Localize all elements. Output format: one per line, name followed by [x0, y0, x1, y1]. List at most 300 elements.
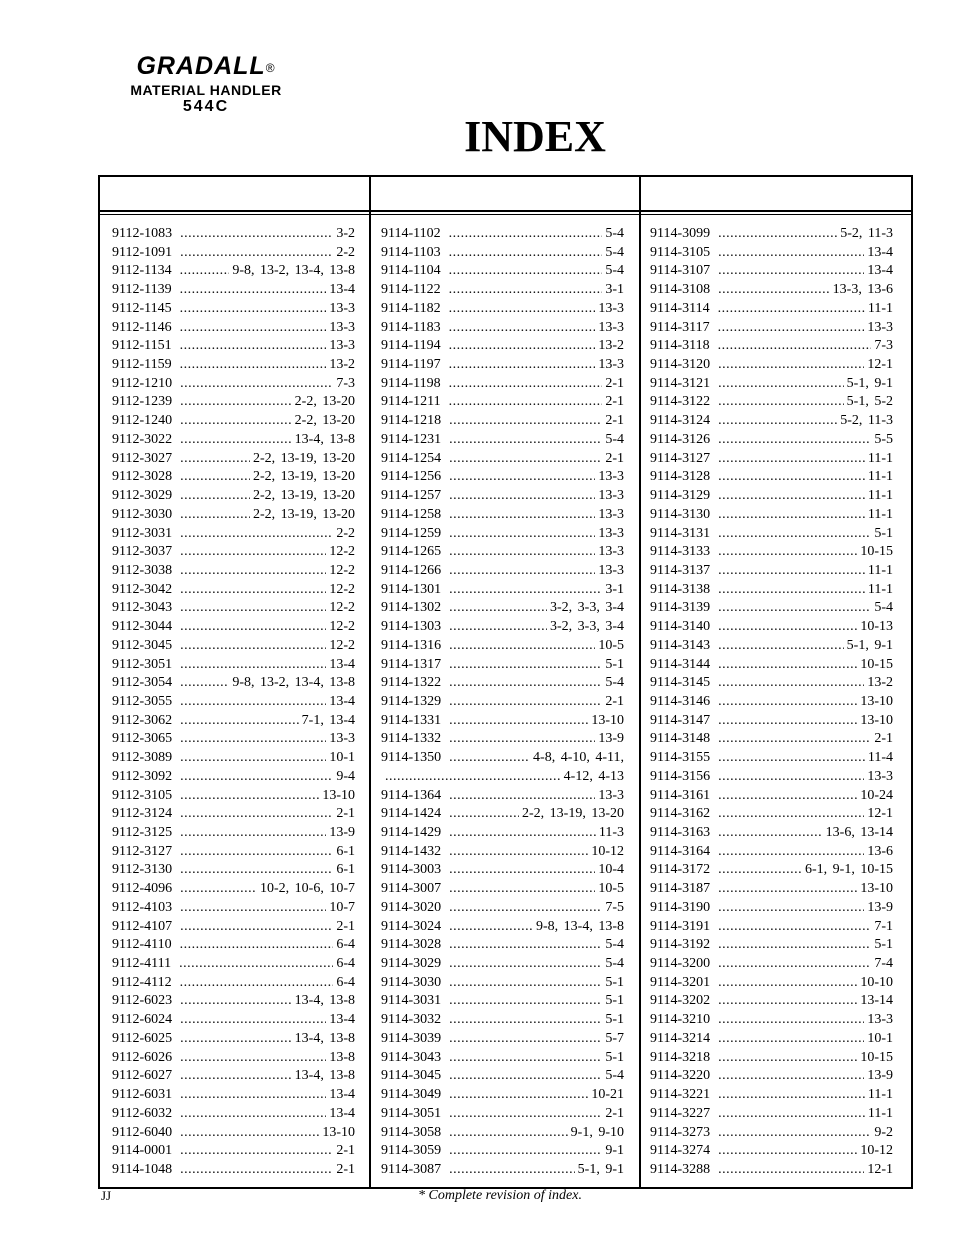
page-references: 13-3 — [598, 562, 624, 578]
index-entry — [381, 861, 624, 880]
part-number: 9114-1303 — [381, 619, 442, 635]
leader-dots — [449, 412, 602, 431]
page-references: 2-2, 13-19, 13-20 — [522, 806, 624, 822]
leader-dots — [449, 506, 595, 525]
page-references: 13-4 — [867, 244, 893, 260]
page-references: 10-15 — [860, 656, 893, 672]
index-entry — [650, 562, 893, 581]
page-references: 7-1 — [874, 918, 893, 934]
part-number: 9114-3210 — [650, 1012, 711, 1028]
leader-dots — [449, 712, 588, 731]
page-references: 11-3 — [598, 825, 624, 840]
part-number: 9112-4111 — [112, 956, 172, 972]
index-entry — [650, 880, 893, 899]
part-number: 9112-3130 — [112, 862, 173, 878]
part-number: 9114-3114 — [650, 300, 710, 316]
brand-name: GRADALL® — [136, 52, 276, 80]
index-entry — [650, 674, 893, 693]
page-references: 10-15 — [860, 1049, 893, 1065]
page-references: 13-3 — [598, 525, 624, 541]
part-number: 9114-1265 — [381, 544, 442, 560]
leader-dots — [449, 431, 602, 450]
index-entry — [381, 749, 624, 768]
part-number: 9112-3125 — [112, 825, 173, 840]
part-number: 9114-3220 — [650, 1068, 711, 1084]
index-entry — [112, 768, 355, 787]
leader-dots — [718, 656, 857, 675]
page-references: 13-10 — [860, 712, 893, 728]
index-entry — [650, 300, 893, 319]
page-references: 5-2, 11-3 — [840, 413, 893, 429]
index-entry — [650, 431, 893, 450]
index-entry — [650, 1124, 893, 1143]
leader-dots — [180, 581, 326, 600]
index-entry — [650, 375, 893, 394]
index-entry — [381, 1161, 624, 1180]
part-number: 9114-3087 — [381, 1161, 442, 1177]
index-entry — [381, 300, 624, 319]
page-references: 12-1 — [867, 357, 893, 373]
index-entry — [381, 543, 624, 562]
page-references: 6-1, 9-1, 10-15 — [805, 862, 893, 878]
part-number: 9114-3190 — [650, 899, 711, 915]
page-references: 7-3 — [874, 338, 893, 354]
page-references: 5-4 — [605, 937, 624, 953]
part-number: 9114-3118 — [650, 338, 710, 354]
leader-dots — [180, 375, 333, 394]
page-references: 3-2 — [336, 226, 355, 241]
leader-dots — [718, 992, 857, 1011]
part-number: 9112-3092 — [112, 768, 173, 784]
page-references: 13-9 — [598, 731, 624, 747]
part-number: 9114-3155 — [650, 750, 711, 766]
index-entry — [381, 805, 624, 824]
index-entry — [381, 974, 624, 993]
page-references: 13-3 — [598, 488, 624, 504]
page-references: 13-3 — [598, 469, 624, 485]
leader-dots — [180, 824, 326, 843]
part-number: 9112-1091 — [112, 244, 173, 260]
leader-dots — [180, 506, 250, 525]
leader-dots — [449, 918, 533, 937]
index-entry — [381, 337, 624, 356]
page-references: 12-2 — [329, 581, 355, 597]
index-entry — [650, 787, 893, 806]
leader-dots — [180, 730, 326, 749]
part-number: 9114-3164 — [650, 843, 711, 859]
page-references: 4-8, 4-10, 4-11, — [533, 750, 624, 766]
page-references: 5-1, 9-1 — [577, 1161, 624, 1177]
index-entry — [650, 543, 893, 562]
index-entry — [112, 244, 355, 263]
index-entry — [650, 656, 893, 675]
leader-dots — [449, 618, 547, 637]
index-entry — [112, 1142, 355, 1161]
index-entry — [112, 974, 355, 993]
leader-dots — [180, 599, 326, 618]
leader-dots — [449, 1161, 575, 1180]
page-references: 13-3 — [867, 1012, 893, 1028]
part-number: 9114-1256 — [381, 469, 442, 485]
part-number: 9112-4107 — [112, 918, 173, 934]
index-entry — [112, 562, 355, 581]
page-references: 2-1 — [605, 450, 624, 466]
page-references: 5-4 — [605, 263, 624, 279]
page-references: 10-21 — [591, 1087, 624, 1103]
leader-dots — [180, 843, 333, 862]
page-references: 2-2, 13-19, 13-20 — [253, 469, 355, 485]
part-number: 9114-1266 — [381, 562, 442, 578]
page-references: 13-4 — [329, 1105, 355, 1121]
part-number: 9114-3145 — [650, 675, 711, 691]
part-number: 9114-1429 — [381, 825, 442, 840]
index-entry — [112, 1161, 355, 1180]
index-entry — [381, 768, 624, 787]
part-number: 9114-3288 — [650, 1161, 711, 1177]
page-references: 9-4 — [336, 768, 355, 784]
page-references: 2-1 — [874, 731, 893, 747]
page-references: 13-3 — [867, 319, 893, 335]
index-entry — [112, 1086, 355, 1105]
index-entry — [381, 656, 624, 675]
index-entry — [381, 225, 624, 244]
index-entry — [381, 319, 624, 338]
index-entry — [650, 861, 893, 880]
index-entry — [381, 468, 624, 487]
part-number: 9114-3003 — [381, 862, 442, 878]
leader-dots — [718, 1030, 864, 1049]
leader-dots — [180, 1011, 326, 1030]
part-number: 9114-1183 — [381, 319, 441, 335]
leader-dots — [718, 749, 865, 768]
part-number: 9114-1198 — [381, 375, 441, 391]
page-references: 9-8, 13-2, 13-4, 13-8 — [232, 263, 355, 279]
index-entry — [112, 262, 355, 281]
index-entry — [650, 1030, 893, 1049]
part-number: 9114-3156 — [650, 768, 711, 784]
leader-dots — [180, 974, 334, 993]
leader-dots — [718, 337, 872, 356]
index-entry — [112, 1049, 355, 1068]
page-references: 9-8, 13-4, 13-8 — [536, 918, 624, 934]
page-references: 13-10 — [591, 712, 624, 728]
part-number: 9112-3127 — [112, 843, 173, 859]
leader-dots — [718, 918, 871, 937]
index-entry — [112, 749, 355, 768]
part-number: 9112-3065 — [112, 731, 173, 747]
page-references: 13-3 — [329, 338, 355, 354]
page-references: 11-1 — [867, 562, 893, 578]
part-number: 9114-1350 — [381, 750, 442, 766]
page-references: 12-2 — [329, 637, 355, 653]
page-references: 5-1 — [605, 1049, 624, 1065]
leader-dots — [180, 992, 292, 1011]
page-references: 9-1 — [605, 1143, 624, 1159]
leader-dots — [718, 730, 871, 749]
part-number: 9112-3044 — [112, 619, 173, 635]
page-references: 5-4 — [605, 226, 624, 241]
index-entry — [381, 843, 624, 862]
index-entry — [112, 824, 355, 843]
leader-dots — [449, 599, 547, 618]
leader-dots — [718, 1161, 864, 1180]
page-references: 11-1 — [867, 581, 893, 597]
part-number: 9112-6027 — [112, 1068, 173, 1084]
leader-dots — [180, 356, 327, 375]
part-number: 9112-1210 — [112, 375, 173, 391]
index-entry — [112, 543, 355, 562]
page-references: 13-3 — [598, 319, 624, 335]
part-number: 9114-3039 — [381, 1030, 442, 1046]
page-references: 2-2, 13-19, 13-20 — [253, 506, 355, 522]
page-references: 3-2, 3-3, 3-4 — [550, 619, 624, 635]
column-divider — [369, 177, 371, 1188]
leader-dots — [385, 768, 561, 787]
page-references: 13-9 — [867, 1068, 893, 1084]
part-number: 9114-1424 — [381, 806, 442, 822]
part-number: 9112-6025 — [112, 1030, 173, 1046]
leader-dots — [180, 656, 326, 675]
leader-dots — [180, 749, 326, 768]
leader-dots — [449, 1030, 602, 1049]
index-entry — [381, 1086, 624, 1105]
index-entry — [381, 412, 624, 431]
part-number: 9114-3051 — [381, 1105, 442, 1121]
index-entry — [650, 805, 893, 824]
index-entry — [112, 787, 355, 806]
part-number: 9114-1302 — [381, 600, 442, 616]
part-number: 9114-3117 — [650, 319, 710, 335]
index-entry — [650, 1161, 893, 1180]
page-references: 13-10 — [860, 881, 893, 897]
part-number: 9112-3042 — [112, 581, 173, 597]
page-references: 12-1 — [867, 1161, 893, 1177]
part-number: 9112-3043 — [112, 600, 173, 616]
page-references: 5-1, 5-2 — [846, 394, 893, 410]
page-references: 13-2 — [867, 675, 893, 691]
leader-dots — [718, 487, 865, 506]
leader-dots — [180, 1067, 292, 1086]
page-references: 13-3 — [329, 731, 355, 747]
page-references: 5-1 — [874, 525, 893, 541]
part-number: 9114-1331 — [381, 712, 442, 728]
leader-dots — [449, 562, 595, 581]
page-references: 2-1 — [336, 918, 355, 934]
index-entry — [381, 506, 624, 525]
leader-dots — [449, 319, 596, 338]
leader-dots — [449, 1086, 588, 1105]
leader-dots — [718, 506, 865, 525]
part-number: 9114-1211 — [381, 394, 441, 410]
index-entry — [381, 637, 624, 656]
index-entry — [381, 1011, 624, 1030]
index-entry — [650, 487, 893, 506]
index-entry — [381, 918, 624, 937]
part-number: 9114-3059 — [381, 1143, 442, 1159]
leader-dots — [449, 936, 602, 955]
index-entry — [112, 656, 355, 675]
index-entry — [381, 824, 624, 843]
leader-dots — [718, 1105, 865, 1124]
index-entry — [112, 300, 355, 319]
page-references: 13-4 — [867, 263, 893, 279]
part-number: 9114-3108 — [650, 282, 711, 298]
page-references: 2-2, 13-19, 13-20 — [253, 450, 355, 466]
leader-dots — [718, 525, 871, 544]
part-number: 9112-4110 — [112, 937, 172, 953]
index-entry — [650, 450, 893, 469]
part-number: 9112-1134 — [112, 263, 172, 279]
part-number: 9112-6031 — [112, 1087, 173, 1103]
part-number: 9114-3020 — [381, 899, 442, 915]
leader-dots — [180, 543, 326, 562]
page-references: 11-1 — [867, 469, 893, 485]
leader-dots — [718, 618, 857, 637]
index-entry — [381, 674, 624, 693]
part-number: 9114-1104 — [381, 263, 441, 279]
leader-dots — [180, 300, 327, 319]
index-entry — [112, 468, 355, 487]
index-entry — [381, 375, 624, 394]
index-entry — [650, 356, 893, 375]
leader-dots — [449, 375, 603, 394]
leader-dots — [718, 1124, 871, 1143]
leader-dots — [449, 693, 602, 712]
part-number: 9114-1102 — [381, 226, 441, 241]
page-references: 2-1 — [605, 693, 624, 709]
part-number: 9114-1317 — [381, 656, 442, 672]
index-entry — [650, 1105, 893, 1124]
page-references: 5-4 — [605, 675, 624, 691]
footer-note: * Complete revision of index. — [418, 1188, 582, 1203]
page-references: 11-1 — [867, 1105, 893, 1121]
index-entry — [650, 730, 893, 749]
page-references: 13-3 — [598, 787, 624, 803]
page-references: 5-4 — [605, 244, 624, 260]
part-number: 9114-3172 — [650, 862, 711, 878]
index-entry — [381, 992, 624, 1011]
leader-dots — [718, 356, 864, 375]
page-references: 13-2 — [598, 338, 624, 354]
index-entry — [112, 356, 355, 375]
leader-dots — [718, 861, 802, 880]
leader-dots — [449, 300, 596, 319]
index-entry — [381, 281, 624, 300]
index-entry — [112, 936, 355, 955]
leader-dots — [180, 450, 250, 469]
part-number: 9114-3140 — [650, 619, 711, 635]
page-references: 12-2 — [329, 600, 355, 616]
index-entry — [112, 225, 355, 244]
part-number: 9112-3089 — [112, 750, 173, 766]
part-number: 9112-6024 — [112, 1012, 173, 1028]
part-number: 9114-1258 — [381, 506, 442, 522]
part-number: 9114-3201 — [650, 974, 711, 990]
page-references: 13-9 — [867, 899, 893, 915]
part-number: 9112-1083 — [112, 226, 173, 241]
index-entry — [112, 805, 355, 824]
page-references: 13-3, 13-6 — [832, 282, 893, 298]
part-number: 9112-3045 — [112, 637, 173, 653]
index-entry — [650, 1067, 893, 1086]
part-number: 9114-3192 — [650, 937, 711, 953]
page-references: 12-2 — [329, 544, 355, 560]
page-references: 3-1 — [605, 581, 624, 597]
part-number: 9114-1048 — [112, 1161, 173, 1177]
column-divider — [639, 177, 641, 1188]
page-references: 3-2, 3-3, 3-4 — [550, 600, 624, 616]
part-number: 9114-3221 — [650, 1087, 711, 1103]
page-references: 10-13 — [860, 619, 893, 635]
index-entry — [381, 955, 624, 974]
page-references: 13-6 — [867, 843, 893, 859]
leader-dots — [718, 712, 857, 731]
index-entry — [650, 618, 893, 637]
index-entry — [381, 525, 624, 544]
leader-dots — [180, 936, 334, 955]
part-number: 9112-3105 — [112, 787, 173, 803]
leader-dots — [449, 656, 602, 675]
leader-dots — [718, 319, 865, 338]
leader-dots — [180, 787, 319, 806]
index-entry — [381, 787, 624, 806]
index-entry — [650, 843, 893, 862]
leader-dots — [180, 468, 250, 487]
leader-dots — [180, 861, 333, 880]
leader-dots — [449, 749, 530, 768]
part-number: 9114-3131 — [650, 525, 711, 541]
index-entry — [112, 1105, 355, 1124]
index-entry — [381, 936, 624, 955]
leader-dots — [449, 861, 595, 880]
index-entry — [650, 468, 893, 487]
index-entry — [112, 730, 355, 749]
index-entry — [381, 712, 624, 731]
index-entry — [112, 487, 355, 506]
index-entry — [112, 506, 355, 525]
part-number: 9112-3038 — [112, 562, 173, 578]
leader-dots — [718, 543, 857, 562]
leader-dots — [449, 468, 595, 487]
leader-dots — [180, 899, 326, 918]
part-number: 9114-1332 — [381, 731, 442, 747]
leader-dots — [449, 337, 596, 356]
page-references: 13-10 — [322, 1124, 355, 1140]
part-number: 9114-1364 — [381, 787, 442, 803]
index-entry — [112, 319, 355, 338]
part-number: 9114-3218 — [650, 1049, 711, 1065]
index-entry — [381, 1067, 624, 1086]
index-entry — [381, 262, 624, 281]
page-references: 6-4 — [336, 937, 355, 953]
leader-dots — [180, 918, 333, 937]
index-entry — [112, 618, 355, 637]
part-number: 9114-3130 — [650, 506, 711, 522]
index-entry — [650, 824, 893, 843]
page-references: 2-2, 13-19, 13-20 — [253, 488, 355, 504]
page-references: 2-2, 13-20 — [294, 394, 355, 410]
leader-dots — [180, 225, 333, 244]
index-entry — [650, 637, 893, 656]
page-references: 10-2, 10-6, 10-7 — [260, 881, 355, 897]
leader-dots — [180, 637, 326, 656]
page-references: 7-1, 13-4 — [301, 712, 355, 728]
page-references: 13-9 — [329, 825, 355, 840]
page-references: 13-4 — [329, 1012, 355, 1028]
leader-dots — [180, 525, 333, 544]
part-number: 9112-4096 — [112, 881, 173, 897]
index-entry — [112, 281, 355, 300]
